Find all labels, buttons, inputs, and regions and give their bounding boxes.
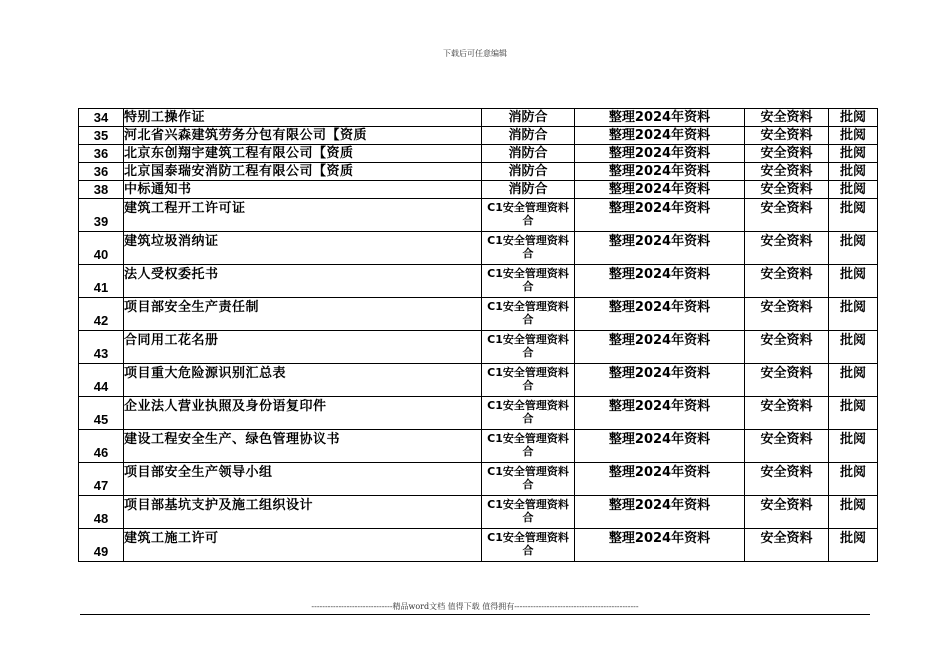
document-type: 安全资料 — [745, 127, 829, 145]
document-task: 整理2024年资料 — [575, 397, 745, 430]
table-row — [79, 109, 878, 127]
document-type: 安全资料 — [745, 109, 829, 127]
table-row — [79, 463, 878, 496]
table-row — [79, 331, 878, 364]
document-name: 合同用工花名册 — [124, 331, 482, 364]
document-name: 项目部基坑支护及施工组织设计 — [124, 496, 482, 529]
document-category: C1安全管理资料合 — [482, 265, 575, 298]
document-action: 批阅 — [829, 199, 878, 232]
document-task: 整理2024年资料 — [575, 163, 745, 181]
document-task: 整理2024年资料 — [575, 463, 745, 496]
document-task: 整理2024年资料 — [575, 127, 745, 145]
document-action: 批阅 — [829, 364, 878, 397]
document-category: C1安全管理资料合 — [482, 496, 575, 529]
document-type: 安全资料 — [745, 199, 829, 232]
document-category: C1安全管理资料合 — [482, 232, 575, 265]
document-category: 消防合 — [482, 163, 575, 181]
row-number: 39 — [79, 199, 124, 232]
document-type: 安全资料 — [745, 163, 829, 181]
document-task: 整理2024年资料 — [575, 529, 745, 562]
table-row — [79, 430, 878, 463]
row-number: 47 — [79, 463, 124, 496]
document-action: 批阅 — [829, 298, 878, 331]
document-name: 项目部安全生产领导小组 — [124, 463, 482, 496]
document-type: 安全资料 — [745, 331, 829, 364]
document-action: 批阅 — [829, 430, 878, 463]
document-name: 项目部安全生产责任制 — [124, 298, 482, 331]
row-number: 34 — [79, 109, 124, 127]
document-action: 批阅 — [829, 397, 878, 430]
row-number: 44 — [79, 364, 124, 397]
document-category: C1安全管理资料合 — [482, 298, 575, 331]
document-category: C1安全管理资料合 — [482, 364, 575, 397]
table-row — [79, 265, 878, 298]
document-type: 安全资料 — [745, 265, 829, 298]
document-name: 建筑工施工许可 — [124, 529, 482, 562]
table-row — [79, 496, 878, 529]
document-task: 整理2024年资料 — [575, 199, 745, 232]
table-row — [79, 199, 878, 232]
row-number: 45 — [79, 397, 124, 430]
row-number: 48 — [79, 496, 124, 529]
row-number: 36 — [79, 163, 124, 181]
document-task: 整理2024年资料 — [575, 331, 745, 364]
document-type: 安全资料 — [745, 145, 829, 163]
document-category: 消防合 — [482, 127, 575, 145]
table-row — [79, 127, 878, 145]
document-task: 整理2024年资料 — [575, 496, 745, 529]
table-row — [79, 364, 878, 397]
document-action: 批阅 — [829, 163, 878, 181]
document-type: 安全资料 — [745, 463, 829, 496]
document-task: 整理2024年资料 — [575, 298, 745, 331]
document-category: 消防合 — [482, 109, 575, 127]
document-name: 建筑垃圾消纳证 — [124, 232, 482, 265]
document-name: 项目重大危险源识别汇总表 — [124, 364, 482, 397]
document-action: 批阅 — [829, 265, 878, 298]
table-row — [79, 232, 878, 265]
row-number: 41 — [79, 265, 124, 298]
document-category: C1安全管理资料合 — [482, 529, 575, 562]
document-name: 建筑工程开工许可证 — [124, 199, 482, 232]
document-type: 安全资料 — [745, 397, 829, 430]
document-table — [78, 108, 878, 562]
document-name: 特别工操作证 — [124, 109, 482, 127]
document-action: 批阅 — [829, 127, 878, 145]
document-action: 批阅 — [829, 496, 878, 529]
document-category: C1安全管理资料合 — [482, 463, 575, 496]
table-row — [79, 298, 878, 331]
document-action: 批阅 — [829, 232, 878, 265]
table-row — [79, 163, 878, 181]
row-number: 36 — [79, 145, 124, 163]
row-number: 40 — [79, 232, 124, 265]
row-number: 43 — [79, 331, 124, 364]
document-task: 整理2024年资料 — [575, 265, 745, 298]
row-number: 49 — [79, 529, 124, 562]
document-category: 消防合 — [482, 145, 575, 163]
document-name: 北京东创翔宇建筑工程有限公司【资质 — [124, 145, 482, 163]
document-category: 消防合 — [482, 181, 575, 199]
table-row — [79, 181, 878, 199]
document-type: 安全资料 — [745, 298, 829, 331]
document-action: 批阅 — [829, 145, 878, 163]
document-type: 安全资料 — [745, 232, 829, 265]
document-task: 整理2024年资料 — [575, 232, 745, 265]
document-name: 北京国泰瑞安消防工程有限公司【资质 — [124, 163, 482, 181]
document-task: 整理2024年资料 — [575, 430, 745, 463]
document-task: 整理2024年资料 — [575, 145, 745, 163]
row-number: 38 — [79, 181, 124, 199]
table-row — [79, 529, 878, 562]
document-type: 安全资料 — [745, 430, 829, 463]
document-task: 整理2024年资料 — [575, 364, 745, 397]
document-name: 中标通知书 — [124, 181, 482, 199]
footer-rule — [80, 614, 870, 615]
document-type: 安全资料 — [745, 364, 829, 397]
document-task: 整理2024年资料 — [575, 109, 745, 127]
document-name: 企业法人营业执照及身份语复印件 — [124, 397, 482, 430]
page-header-note: 下载后可任意编辑 — [443, 49, 507, 58]
row-number: 46 — [79, 430, 124, 463]
document-category: C1安全管理资料合 — [482, 331, 575, 364]
document-type: 安全资料 — [745, 496, 829, 529]
table-row — [79, 397, 878, 430]
document-category: C1安全管理资料合 — [482, 430, 575, 463]
row-number: 35 — [79, 127, 124, 145]
document-action: 批阅 — [829, 463, 878, 496]
document-action: 批阅 — [829, 529, 878, 562]
row-number: 42 — [79, 298, 124, 331]
page-footer-note: ------------------------------精品word文档 值得下载 值得拥有---------------------------------------------- — [311, 602, 639, 611]
document-action: 批阅 — [829, 331, 878, 364]
document-action: 批阅 — [829, 181, 878, 199]
document-category: C1安全管理资料合 — [482, 397, 575, 430]
document-name: 法人受权委托书 — [124, 265, 482, 298]
document-name: 河北省兴森建筑劳务分包有限公司【资质 — [124, 127, 482, 145]
document-category: C1安全管理资料合 — [482, 199, 575, 232]
document-name: 建设工程安全生产、绿色管理协议书 — [124, 430, 482, 463]
document-task: 整理2024年资料 — [575, 181, 745, 199]
document-type: 安全资料 — [745, 181, 829, 199]
document-type: 安全资料 — [745, 529, 829, 562]
table-row — [79, 145, 878, 163]
document-action: 批阅 — [829, 109, 878, 127]
